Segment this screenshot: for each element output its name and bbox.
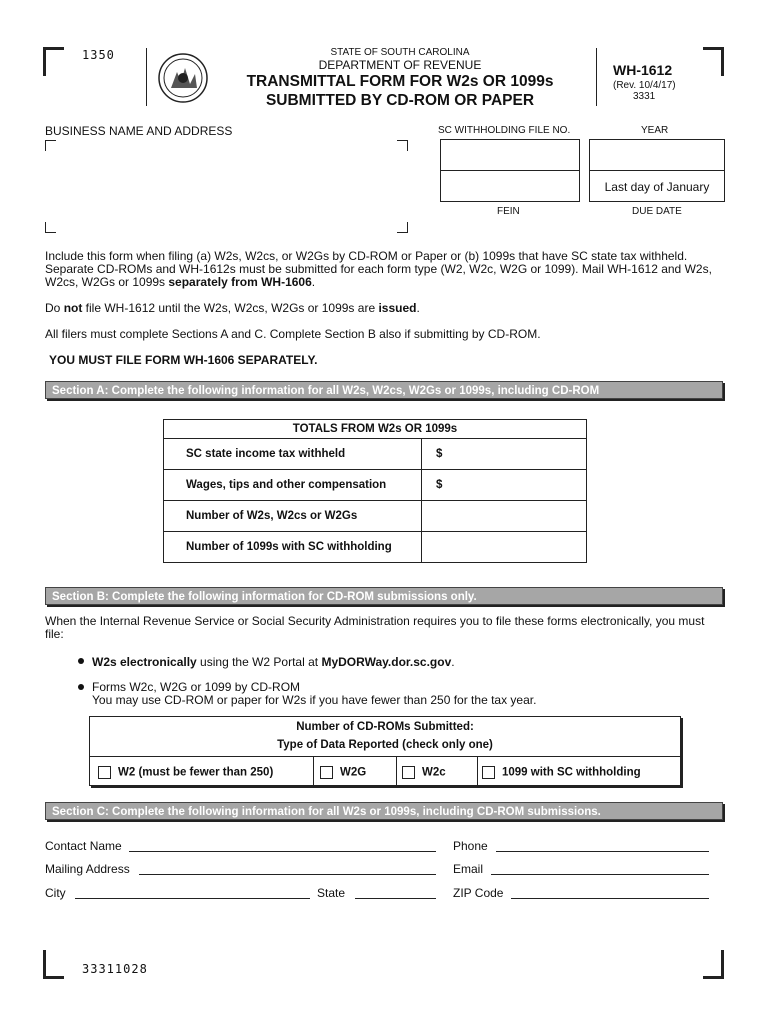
- state-input[interactable]: [355, 898, 436, 899]
- bullet-icon: [78, 658, 84, 664]
- bullet-w2-electronic: W2s electronically using the W2 Portal at MyDORWay.dor.sc.gov.: [92, 655, 455, 669]
- state-seal-icon: [157, 52, 209, 104]
- totals-row-label: Number of 1099s with SC withholding: [164, 532, 422, 563]
- totals-table-title: TOTALS FROM W2s OR 1099s: [164, 420, 587, 439]
- divider: [90, 756, 680, 757]
- totals-row-label: Number of W2s, W2cs or W2Gs: [164, 501, 422, 532]
- due-date-label: DUE DATE: [632, 206, 682, 217]
- instructions-paragraph-3: All filers must complete Sections A and C. Complete Section B also if submitting by CD-ROM.: [45, 327, 541, 341]
- form-id: 3331: [633, 91, 656, 102]
- fein-input[interactable]: [440, 170, 580, 202]
- w2-count-input[interactable]: [422, 501, 587, 532]
- email-input[interactable]: [491, 874, 709, 875]
- section-a-header: Section A: Complete the following information for all W2s, W2cs, W2Gs or 1099s, including CD-ROM: [45, 381, 723, 399]
- year-input[interactable]: [589, 139, 725, 171]
- withholding-file-number-input[interactable]: [440, 139, 580, 171]
- checkbox-icon[interactable]: [320, 766, 333, 779]
- instructions-paragraph-1: Include this form when filing (a) W2s, W2cs, or W2Gs by CD-ROM or Paper or (b) 1099s that have SC state tax withheld. Separate CD-ROMs and WH-1612s must be submitted for each form type (W2, W2c, W2G or 1099). Mail WH-1612 and W2s, W2cs, W2Gs or 1099s separately from WH-1606.: [45, 249, 712, 289]
- mailing-address-label: Mailing Address: [45, 862, 130, 876]
- header-divider-left: [146, 48, 147, 106]
- city-label: City: [45, 886, 66, 900]
- option-label: 1099 with SC withholding: [502, 766, 641, 779]
- tax-withheld-input[interactable]: $: [422, 439, 587, 470]
- business-name-label: BUSINESS NAME AND ADDRESS: [45, 124, 233, 138]
- table-row: [164, 501, 587, 532]
- year-label: YEAR: [641, 125, 669, 136]
- instructions-paragraph-2: Do not file WH-1612 until the W2s, W2cs, W2Gs or 1099s are issued.: [45, 301, 420, 315]
- business-name-address-field[interactable]: [60, 150, 390, 225]
- must-file-notice: YOU MUST FILE FORM WH-1606 SEPARATELY.: [49, 353, 318, 367]
- email-label: Email: [453, 862, 484, 876]
- due-date-box: [589, 170, 725, 202]
- address-window-corner: [397, 140, 408, 151]
- section-b-header: Section B: Complete the following information for CD-ROM submissions only.: [45, 587, 723, 605]
- section-b-intro: When the Internal Revenue Service or Social Security Administration requires you to file these forms electronically, you must file:: [45, 614, 705, 641]
- option-w2[interactable]: [98, 766, 273, 779]
- 1099-count-input[interactable]: [422, 532, 587, 563]
- form-code-top: 1350: [82, 48, 115, 62]
- totals-row-label: Wages, tips and other compensation: [164, 470, 422, 501]
- fein-label: FEIN: [497, 206, 520, 217]
- option-label: W2c: [422, 766, 446, 779]
- form-revision: (Rev. 10/4/17): [613, 80, 676, 91]
- state-name: STATE OF SOUTH CAROLINA: [330, 47, 470, 58]
- divider: [396, 757, 397, 785]
- section-c-header: Section C: Complete the following information for all W2s or 1099s, including CD-ROM submissions.: [45, 802, 723, 820]
- bullet-icon: [78, 684, 84, 690]
- table-row: [164, 532, 587, 563]
- registration-mark-bottom-left: [43, 950, 64, 979]
- totals-row-label: SC state income tax withheld: [164, 439, 422, 470]
- withholding-file-label: SC WITHHOLDING FILE NO.: [438, 125, 571, 136]
- contact-name-input[interactable]: [129, 851, 436, 852]
- mailing-address-input[interactable]: [139, 874, 436, 875]
- totals-table: [163, 419, 587, 563]
- data-type-label: Type of Data Reported (check only one): [277, 739, 493, 751]
- wages-input[interactable]: $: [422, 470, 587, 501]
- cd-rom-count-label: Number of CD-ROMs Submitted:: [296, 721, 474, 733]
- form-number: WH-1612: [613, 62, 673, 78]
- phone-input[interactable]: [496, 851, 709, 852]
- form-title-line2: SUBMITTED BY CD-ROM OR PAPER: [265, 92, 535, 109]
- cd-rom-box: [89, 716, 681, 786]
- city-input[interactable]: [75, 898, 310, 899]
- due-date-value: Last day of January: [604, 180, 710, 194]
- table-row: [164, 470, 587, 501]
- table-row: [164, 439, 587, 470]
- option-label: W2 (must be fewer than 250): [118, 766, 274, 779]
- zip-code-label: ZIP Code: [453, 886, 504, 900]
- address-window-corner: [397, 222, 408, 233]
- department-name: DEPARTMENT OF REVENUE: [318, 58, 482, 72]
- zip-code-input[interactable]: [511, 898, 709, 899]
- barcode-number: 33311028: [82, 962, 148, 976]
- divider: [313, 757, 314, 785]
- address-window-corner: [45, 140, 56, 151]
- checkbox-icon[interactable]: [482, 766, 495, 779]
- registration-mark-bottom-right: [703, 950, 724, 979]
- registration-mark-top-right: [703, 47, 724, 76]
- form-title-line1: TRANSMITTAL FORM FOR W2s OR 1099s: [246, 73, 554, 90]
- divider: [477, 757, 478, 785]
- registration-mark-top-left: [43, 47, 64, 76]
- state-label: State: [317, 886, 346, 900]
- checkbox-icon[interactable]: [98, 766, 111, 779]
- header-divider-right: [596, 48, 597, 106]
- bullet-cd-rom: Forms W2c, W2G or 1099 by CD-ROM You may use CD-ROM or paper for W2s if you have fewer than 250 for the tax year.: [92, 680, 537, 707]
- option-label: W2G: [340, 766, 367, 779]
- option-1099[interactable]: [482, 766, 641, 779]
- phone-label: Phone: [453, 839, 488, 853]
- address-window-corner: [45, 222, 56, 233]
- checkbox-icon[interactable]: [402, 766, 415, 779]
- contact-name-label: Contact Name: [45, 839, 122, 853]
- option-w2c[interactable]: [402, 766, 446, 779]
- option-w2g[interactable]: [320, 766, 366, 779]
